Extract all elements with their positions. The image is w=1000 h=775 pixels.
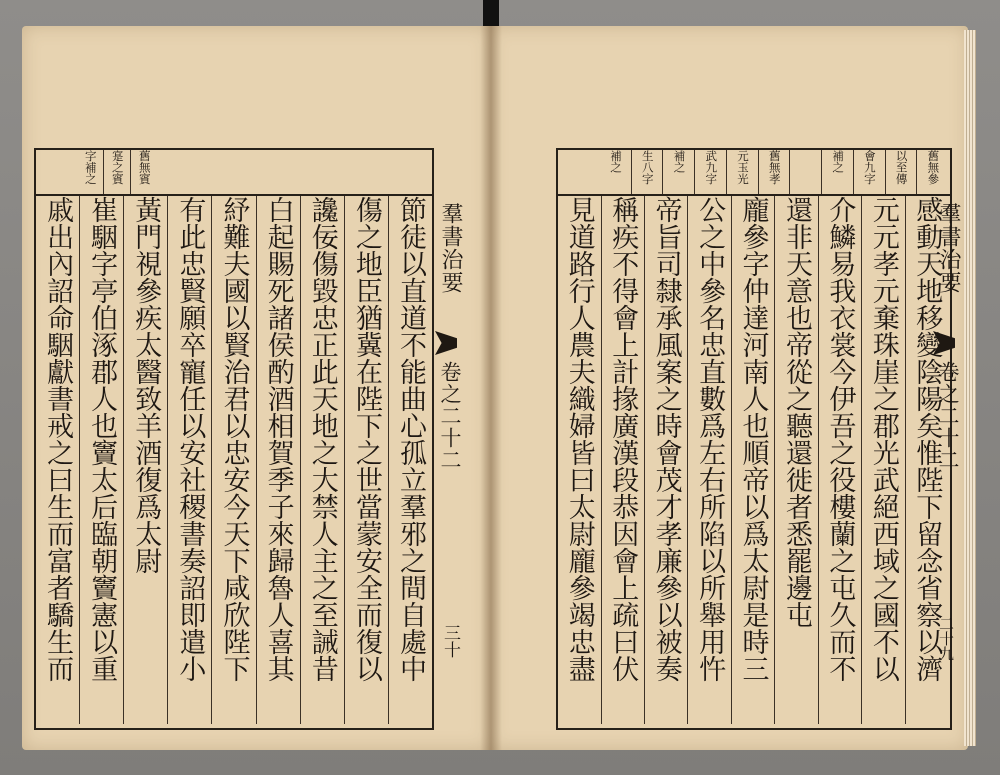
left-main-column xyxy=(344,196,388,724)
right-note-column xyxy=(821,150,853,194)
left-note-block xyxy=(77,150,157,194)
right-note-text: 會九字 xyxy=(862,150,877,185)
right-main-column xyxy=(558,196,600,724)
right-page-number: 二十九 xyxy=(937,616,955,661)
left-main-column xyxy=(300,196,344,724)
right-note-text: 舊無參 xyxy=(926,150,941,185)
left-main-text: 黃門視參疾太醫致羊酒復爲太尉 xyxy=(130,196,162,574)
left-note-column xyxy=(77,150,103,194)
right-main-column xyxy=(861,196,904,724)
left-note-text: 字補之 xyxy=(83,150,98,185)
binding-strap xyxy=(483,0,499,26)
right-margin-chapter: 卷之二十二 xyxy=(936,361,960,471)
right-page xyxy=(490,26,968,750)
right-note-text: 補之 xyxy=(609,150,624,173)
page-edges xyxy=(964,30,976,746)
left-note-column xyxy=(130,150,157,194)
left-main-text: 有此忠賢願卒寵任以安社稷書奏詔即遣小 xyxy=(174,196,206,682)
left-main-column xyxy=(79,196,123,724)
right-main-column xyxy=(818,196,861,724)
right-note-text: 補之 xyxy=(831,150,846,173)
right-main-text: 介鱗易我衣裳今伊吾之役樓蘭之屯久而不 xyxy=(824,196,856,682)
left-page xyxy=(22,26,490,750)
right-main-column xyxy=(644,196,687,724)
right-main-text: 龐參字仲達河南人也順帝以爲太尉是時三 xyxy=(737,196,769,682)
right-note-block xyxy=(600,150,948,194)
left-main-text: 崔駰字亭伯涿郡人也竇太后臨朝竇憲以重 xyxy=(86,196,118,682)
right-main-text: 見道路行人農夫織婦皆曰太尉龐參竭忠盡 xyxy=(563,196,595,682)
left-margin-chapter: 卷之二十二 xyxy=(438,361,462,471)
book-gutter xyxy=(480,26,502,750)
right-note-text: 元玉光 xyxy=(735,150,750,185)
right-note-column xyxy=(789,150,821,194)
left-main-text: 讒佞傷毀忠正此天地之大禁人主之至誡昔 xyxy=(306,196,338,682)
right-main-column xyxy=(774,196,817,724)
right-note-column xyxy=(758,150,790,194)
right-main-text: 公之中參名忠直數爲左右所陷以所舉用忤 xyxy=(694,196,726,682)
right-note-column xyxy=(853,150,885,194)
right-main-text: 元元孝元棄珠崖之郡光武絕西域之國不以 xyxy=(867,196,899,682)
right-note-text: 武九字 xyxy=(704,150,719,185)
right-note-column xyxy=(662,150,694,194)
left-page-number: 三十 xyxy=(440,624,460,658)
left-main-column xyxy=(123,196,167,724)
left-main-column xyxy=(211,196,255,724)
left-main-column xyxy=(167,196,211,724)
right-note-column xyxy=(694,150,726,194)
right-note-text: 補之 xyxy=(672,150,687,173)
right-main-text: 還非天意也帝從之聽還徙者悉罷邊屯 xyxy=(780,196,812,628)
left-main-column xyxy=(388,196,432,724)
right-note-column xyxy=(726,150,758,194)
right-main-column xyxy=(731,196,774,724)
right-main-text: 帝旨司隸承風案之時會茂才孝廉參以被奏 xyxy=(650,196,682,682)
left-note-text: 舊無賓 xyxy=(137,150,152,185)
right-note-text: 以至傳 xyxy=(894,150,909,185)
right-note-column xyxy=(885,150,917,194)
right-main-text: 稱疾不得會上計掾廣漢段恭因會上疏曰伏 xyxy=(607,196,639,682)
right-note-text: 生八字 xyxy=(640,150,655,185)
right-text-block xyxy=(558,196,948,724)
left-main-text: 傷之地臣猶冀在陛下之世當蒙安全而復以 xyxy=(350,196,382,682)
right-note-column xyxy=(631,150,663,194)
right-main-text: 感動天地移變陰陽矣惟陛下留念省察以濟 xyxy=(911,196,943,682)
left-note-column xyxy=(103,150,130,194)
left-margin-title: 羣書治要 xyxy=(438,202,463,294)
left-text-block xyxy=(36,196,432,724)
fish-tail-mark-icon xyxy=(435,331,457,355)
right-note-column xyxy=(600,150,631,194)
right-main-column xyxy=(601,196,644,724)
right-note-column xyxy=(916,150,948,194)
left-main-text: 戚出內詔命駰獻書戒之曰生而富者驕生而 xyxy=(42,196,74,682)
right-main-column xyxy=(687,196,730,724)
left-main-text: 節徒以直道不能曲心孤立羣邪之間自處中 xyxy=(394,196,426,682)
left-main-column xyxy=(36,196,79,724)
right-note-text: 舊無孝 xyxy=(767,150,782,185)
left-main-text: 紓難夫國以賢治君以忠安今天下咸欣陛下 xyxy=(218,196,250,682)
left-note-text: 寔之賓 xyxy=(110,150,125,185)
left-main-column xyxy=(256,196,300,724)
left-main-text: 白起賜死諸侯酌酒相賀季子來歸魯人喜其 xyxy=(262,196,294,682)
right-margin-title: 羣書治要 xyxy=(936,202,961,294)
